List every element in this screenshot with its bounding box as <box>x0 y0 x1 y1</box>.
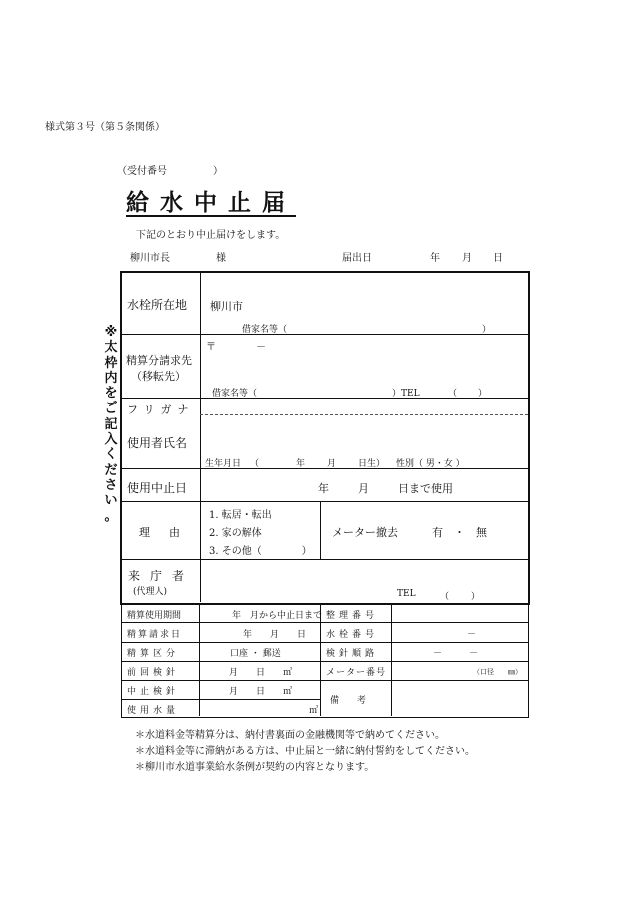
office-row-5-value: 月 日 ㎥ <box>229 687 293 697</box>
office-row-4-right-label: メーター番号 <box>326 668 387 678</box>
rental-name-label-1: 借家名等（ <box>242 325 288 335</box>
submission-year-label: 年 <box>430 253 440 264</box>
furigana-divider <box>200 414 528 415</box>
reason-option-move[interactable]: 1. 転居・転出 <box>209 510 272 521</box>
rental-name-close-1: ） <box>482 325 492 335</box>
office-row-6-label: 使用水量 <box>127 706 180 716</box>
tel-paren-open-2: （ <box>440 592 450 602</box>
submission-date-label: 届出日 <box>342 253 372 264</box>
user-name-field[interactable] <box>206 418 522 452</box>
furigana-field[interactable] <box>206 400 522 413</box>
faucet-address-field[interactable] <box>250 290 520 312</box>
furigana-label: フリガナ <box>127 403 195 416</box>
mayor-label: 柳川市長 <box>130 253 170 264</box>
visitor-tel-label: TEL <box>397 589 416 599</box>
meter-removal-choice[interactable]: 有 ・ 無 <box>432 526 487 539</box>
page-title: 給水中止届 <box>126 189 296 216</box>
office-row-4-value: 月 日 ㎥ <box>229 668 293 678</box>
note-3: ＊柳川市水道事業給水条例が契約の内容となります。 <box>135 762 375 773</box>
reason-label: 理 由 <box>139 526 184 539</box>
submission-month-label: 月 <box>462 253 472 264</box>
receipt-number-label: （受付番号 <box>117 166 167 177</box>
tel-paren-open-1: （ <box>448 389 458 399</box>
office-row-2-value: 年 月 日 <box>243 630 307 640</box>
office-row-3-right-label: 検針順路 <box>326 649 379 659</box>
billing-address-field[interactable] <box>206 352 522 378</box>
tel-paren-close-2: ） <box>471 592 481 602</box>
office-row-1-value: 年 月から中止日まで <box>232 611 323 621</box>
tel-paren-close-1: ） <box>478 389 488 399</box>
office-row-3-value: 口座 ・ 郵送 <box>230 649 281 659</box>
stop-date-label: 使用中止日 <box>127 481 188 495</box>
city-name: 柳川市 <box>210 300 243 313</box>
note-2: ＊水道料金等に滞納がある方は、中止届と一緒に納付誓約をしてください。 <box>135 746 475 757</box>
user-name-label: 使用者氏名 <box>127 436 188 450</box>
form-number: 様式第３号（第５条関係） <box>45 122 165 133</box>
office-row-4-right-value: （口径 ㎜） <box>473 668 522 676</box>
gender-selector[interactable]: 性別（ 男・女 ） <box>396 459 465 469</box>
rental-name-close-tel: ）TEL <box>392 389 420 399</box>
billing-address-sub-label: （移転先） <box>131 370 186 383</box>
office-row-6-value: ㎥ <box>309 706 319 716</box>
submission-day-label: 日 <box>493 253 503 264</box>
stop-date-field[interactable] <box>206 472 522 498</box>
faucet-location-label: 水栓所在地 <box>127 298 188 312</box>
visitor-name-field[interactable] <box>206 564 522 586</box>
office-row-3-label: 精算区分 <box>127 649 180 659</box>
birth-date-label: 生年月日 <box>205 459 242 469</box>
stop-day: 日まで使用 <box>398 482 453 495</box>
postal-dash: － <box>256 342 266 353</box>
honorific-label: 様 <box>216 253 226 264</box>
office-row-5-right-label: 備考 <box>330 696 385 706</box>
billing-address-label: 精算分請求先 <box>126 354 192 367</box>
office-row-2-right-label: 水栓番号 <box>326 630 379 640</box>
office-row-5-label: 中止検針 <box>127 687 180 697</box>
office-row-4-label: 前回検針 <box>127 668 180 678</box>
note-1: ＊水道料金等精算分は、納付書裏面の金融機関等で納めてください。 <box>135 730 445 741</box>
intro-text: 下記のとおり中止届けをします。 <box>136 230 286 241</box>
rental-name-label-2: 借家名等（ <box>212 389 258 399</box>
postal-mark: 〒 <box>206 342 216 353</box>
side-note: ※ 太 枠 内 を ご 記 入 く だ さ い 。 <box>104 325 118 524</box>
office-row-1-right-label: 整理番号 <box>326 611 379 621</box>
birth-day-close: 日生） <box>358 459 386 469</box>
birth-year: 年 <box>296 459 306 469</box>
stop-month: 月 <box>358 482 369 495</box>
office-row-1-label: 精算使用期間 <box>127 611 182 621</box>
office-row-3-right-value: － － <box>433 649 479 659</box>
visitor-label: 来庁者 <box>128 569 195 583</box>
office-row-2-right-value: － <box>467 630 477 640</box>
office-row-2-label: 精算請求日 <box>127 630 183 640</box>
reason-option-demolition[interactable]: 2. 家の解体 <box>209 528 262 539</box>
stop-year: 年 <box>318 482 329 495</box>
meter-removal-label: メーター撤去 <box>332 526 398 539</box>
reason-option-other[interactable]: 3. その他（ ） <box>209 546 312 557</box>
birth-month: 月 <box>327 459 337 469</box>
birth-open: （ <box>250 459 260 469</box>
receipt-number-close: ） <box>213 166 223 177</box>
visitor-sub-label: (代理人) <box>133 587 168 597</box>
